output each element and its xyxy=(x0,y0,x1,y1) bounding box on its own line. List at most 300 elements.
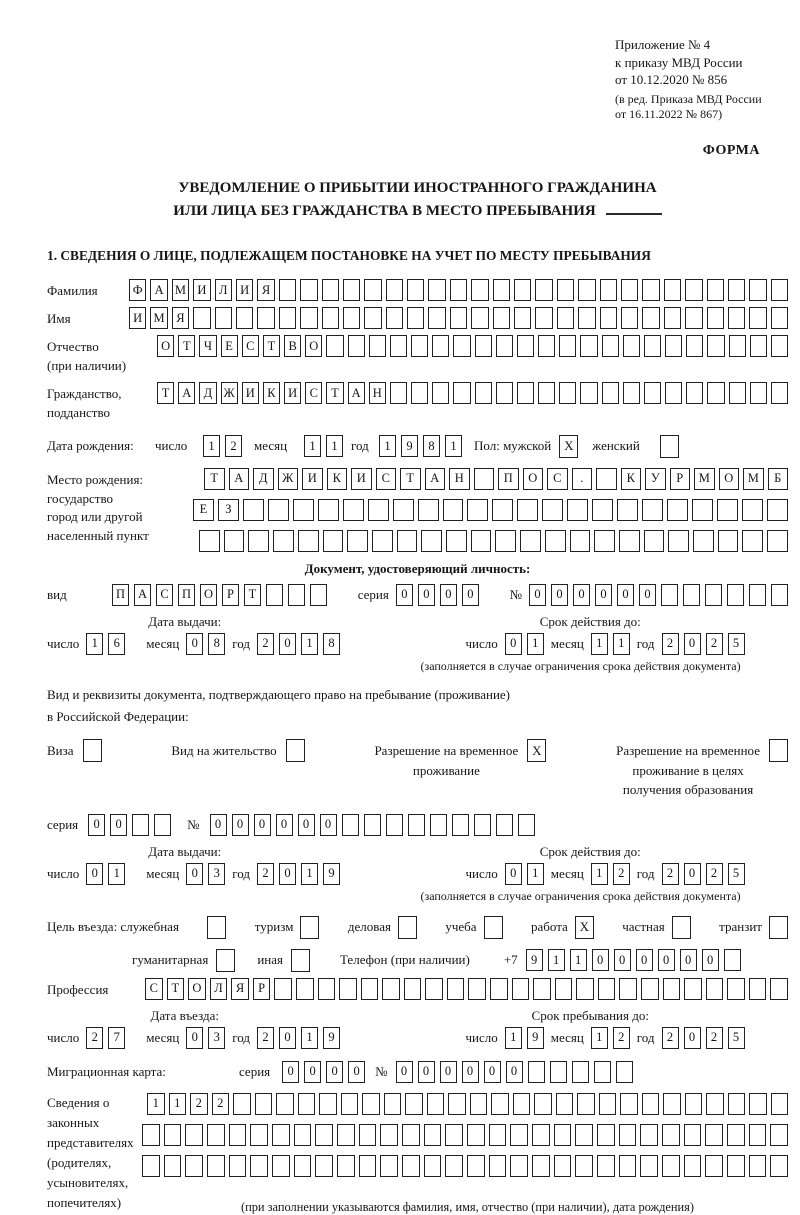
form-cell[interactable] xyxy=(294,1155,312,1177)
form-cell[interactable] xyxy=(255,1093,273,1115)
form-cell[interactable]: 0 xyxy=(348,1061,365,1083)
form-cell[interactable] xyxy=(471,307,488,329)
purpose-study-checkbox[interactable] xyxy=(484,916,503,939)
form-cell[interactable] xyxy=(229,1124,247,1146)
form-cell[interactable]: 0 xyxy=(254,814,271,836)
form-cell[interactable] xyxy=(619,530,640,552)
form-cell[interactable]: 8 xyxy=(323,633,340,655)
form-cell[interactable]: 0 xyxy=(279,1027,296,1049)
form-cell[interactable]: Д xyxy=(199,382,216,404)
form-cell[interactable] xyxy=(425,978,443,1000)
form-cell[interactable] xyxy=(729,382,746,404)
form-cell[interactable]: С xyxy=(145,978,163,1000)
form-cell[interactable] xyxy=(257,307,274,329)
form-cell[interactable] xyxy=(528,1061,545,1083)
form-cell[interactable]: О xyxy=(200,584,217,606)
form-cell[interactable]: 0 xyxy=(684,863,701,885)
form-cell[interactable]: 0 xyxy=(462,1061,479,1083)
form-cell[interactable] xyxy=(215,307,232,329)
form-cell[interactable]: Т xyxy=(204,468,225,490)
form-cell[interactable] xyxy=(616,1061,633,1083)
purpose-business-checkbox[interactable] xyxy=(398,916,417,939)
form-cell[interactable] xyxy=(233,1093,251,1115)
form-cell[interactable] xyxy=(424,1124,442,1146)
form-cell[interactable] xyxy=(142,1124,160,1146)
form-cell[interactable] xyxy=(578,279,595,301)
form-cell[interactable] xyxy=(359,1124,377,1146)
form-cell[interactable] xyxy=(339,978,357,1000)
form-cell[interactable]: 1 xyxy=(301,1027,318,1049)
form-cell[interactable] xyxy=(362,1093,380,1115)
form-cell[interactable] xyxy=(446,530,467,552)
form-cell[interactable] xyxy=(300,279,317,301)
form-cell[interactable]: У xyxy=(645,468,666,490)
form-cell[interactable] xyxy=(517,335,534,357)
form-cell[interactable]: 2 xyxy=(86,1027,103,1049)
form-cell[interactable] xyxy=(767,530,788,552)
form-cell[interactable] xyxy=(667,499,688,521)
form-cell[interactable]: 1 xyxy=(304,435,321,457)
form-cell[interactable] xyxy=(296,978,314,1000)
form-cell[interactable] xyxy=(663,978,681,1000)
form-cell[interactable] xyxy=(642,307,659,329)
form-cell[interactable]: 0 xyxy=(298,814,315,836)
form-cell[interactable] xyxy=(207,1124,225,1146)
form-cell[interactable] xyxy=(288,584,305,606)
form-cell[interactable] xyxy=(386,307,403,329)
residence-permit-checkbox[interactable] xyxy=(286,739,305,762)
form-cell[interactable] xyxy=(597,1124,615,1146)
form-cell[interactable]: И xyxy=(351,468,372,490)
form-cell[interactable] xyxy=(298,1093,316,1115)
form-cell[interactable] xyxy=(556,1093,574,1115)
form-cell[interactable]: 1 xyxy=(527,633,544,655)
form-cell[interactable]: 0 xyxy=(418,584,435,606)
form-cell[interactable] xyxy=(343,499,364,521)
form-cell[interactable]: 0 xyxy=(506,1061,523,1083)
form-cell[interactable]: П xyxy=(498,468,519,490)
form-cell[interactable]: П xyxy=(178,584,195,606)
form-cell[interactable] xyxy=(337,1124,355,1146)
form-cell[interactable] xyxy=(542,499,563,521)
form-cell[interactable] xyxy=(533,978,551,1000)
form-cell[interactable]: 1 xyxy=(301,633,318,655)
form-cell[interactable] xyxy=(640,1155,658,1177)
form-cell[interactable] xyxy=(315,1124,333,1146)
form-cell[interactable]: А xyxy=(178,382,195,404)
form-cell[interactable]: 3 xyxy=(208,863,225,885)
form-cell[interactable]: О xyxy=(305,335,322,357)
form-cell[interactable]: 1 xyxy=(527,863,544,885)
form-cell[interactable]: Ч xyxy=(199,335,216,357)
form-cell[interactable] xyxy=(727,1124,745,1146)
form-cell[interactable] xyxy=(359,1155,377,1177)
form-cell[interactable] xyxy=(728,279,745,301)
form-cell[interactable] xyxy=(665,335,682,357)
form-cell[interactable]: Б xyxy=(768,468,789,490)
form-cell[interactable]: А xyxy=(150,279,167,301)
form-cell[interactable] xyxy=(665,382,682,404)
form-cell[interactable] xyxy=(453,382,470,404)
form-cell[interactable] xyxy=(236,307,253,329)
form-cell[interactable] xyxy=(538,382,555,404)
form-cell[interactable]: 2 xyxy=(190,1093,208,1115)
form-cell[interactable] xyxy=(749,584,766,606)
form-cell[interactable] xyxy=(404,978,422,1000)
form-cell[interactable]: 9 xyxy=(401,435,418,457)
purpose-transit-checkbox[interactable] xyxy=(769,916,788,939)
form-cell[interactable] xyxy=(343,279,360,301)
form-cell[interactable]: К xyxy=(327,468,348,490)
form-cell[interactable] xyxy=(749,978,767,1000)
form-cell[interactable]: 1 xyxy=(591,633,608,655)
form-cell[interactable]: 6 xyxy=(108,633,125,655)
form-cell[interactable]: З xyxy=(218,499,239,521)
form-cell[interactable] xyxy=(318,499,339,521)
form-cell[interactable] xyxy=(594,1061,611,1083)
form-cell[interactable]: 0 xyxy=(440,1061,457,1083)
form-cell[interactable]: Я xyxy=(172,307,189,329)
form-cell[interactable] xyxy=(771,382,788,404)
form-cell[interactable]: Р xyxy=(670,468,691,490)
form-cell[interactable] xyxy=(550,1061,567,1083)
sex-male-checkbox[interactable]: X xyxy=(559,435,578,458)
form-cell[interactable]: 2 xyxy=(706,633,723,655)
form-cell[interactable]: О xyxy=(523,468,544,490)
form-cell[interactable]: 2 xyxy=(613,863,630,885)
form-cell[interactable] xyxy=(662,1155,680,1177)
form-cell[interactable]: Р xyxy=(222,584,239,606)
form-cell[interactable] xyxy=(554,1155,572,1177)
form-cell[interactable] xyxy=(749,1124,767,1146)
form-cell[interactable] xyxy=(347,530,368,552)
form-cell[interactable] xyxy=(411,382,428,404)
form-cell[interactable] xyxy=(224,530,245,552)
form-cell[interactable]: . xyxy=(572,468,593,490)
form-cell[interactable] xyxy=(427,1093,445,1115)
form-cell[interactable]: 0 xyxy=(680,949,697,971)
form-cell[interactable]: Т xyxy=(157,382,174,404)
form-cell[interactable] xyxy=(447,978,465,1000)
form-cell[interactable] xyxy=(448,1093,466,1115)
form-cell[interactable] xyxy=(749,279,766,301)
form-cell[interactable] xyxy=(668,530,689,552)
form-cell[interactable]: 1 xyxy=(169,1093,187,1115)
temp-residence-education-checkbox[interactable] xyxy=(769,739,788,762)
form-cell[interactable] xyxy=(750,382,767,404)
form-cell[interactable]: 0 xyxy=(110,814,127,836)
visa-checkbox[interactable] xyxy=(83,739,102,762)
form-cell[interactable]: И xyxy=(193,279,210,301)
form-cell[interactable] xyxy=(229,1155,247,1177)
form-cell[interactable] xyxy=(495,530,516,552)
form-cell[interactable] xyxy=(407,279,424,301)
form-cell[interactable] xyxy=(578,307,595,329)
form-cell[interactable]: П xyxy=(112,584,129,606)
form-cell[interactable]: А xyxy=(229,468,250,490)
form-cell[interactable] xyxy=(343,307,360,329)
form-cell[interactable]: Т xyxy=(326,382,343,404)
form-cell[interactable] xyxy=(705,1155,723,1177)
form-cell[interactable] xyxy=(250,1155,268,1177)
form-cell[interactable]: 9 xyxy=(527,1027,544,1049)
form-cell[interactable]: С xyxy=(305,382,322,404)
form-cell[interactable] xyxy=(467,499,488,521)
temp-residence-checkbox[interactable]: X xyxy=(527,739,546,762)
form-cell[interactable] xyxy=(661,584,678,606)
form-cell[interactable]: 9 xyxy=(323,863,340,885)
form-cell[interactable] xyxy=(555,978,573,1000)
form-cell[interactable] xyxy=(496,814,513,836)
form-cell[interactable] xyxy=(250,1124,268,1146)
form-cell[interactable] xyxy=(293,499,314,521)
form-cell[interactable] xyxy=(248,530,269,552)
form-cell[interactable] xyxy=(428,307,445,329)
form-cell[interactable] xyxy=(318,978,336,1000)
form-cell[interactable]: 1 xyxy=(505,1027,522,1049)
form-cell[interactable] xyxy=(470,1093,488,1115)
form-cell[interactable] xyxy=(535,279,552,301)
form-cell[interactable] xyxy=(510,1124,528,1146)
form-cell[interactable] xyxy=(718,530,739,552)
form-cell[interactable]: Е xyxy=(193,499,214,521)
form-cell[interactable]: 0 xyxy=(684,1027,701,1049)
form-cell[interactable] xyxy=(496,335,513,357)
form-cell[interactable]: 8 xyxy=(423,435,440,457)
form-cell[interactable] xyxy=(771,335,788,357)
form-cell[interactable] xyxy=(771,1093,789,1115)
form-cell[interactable]: Ж xyxy=(278,468,299,490)
form-cell[interactable] xyxy=(390,335,407,357)
form-cell[interactable]: 0 xyxy=(462,584,479,606)
form-cell[interactable]: О xyxy=(157,335,174,357)
form-cell[interactable] xyxy=(771,584,788,606)
form-cell[interactable] xyxy=(368,499,389,521)
form-cell[interactable] xyxy=(742,499,763,521)
form-cell[interactable] xyxy=(452,814,469,836)
form-cell[interactable] xyxy=(185,1124,203,1146)
form-cell[interactable] xyxy=(693,530,714,552)
form-cell[interactable]: 1 xyxy=(591,1027,608,1049)
form-cell[interactable] xyxy=(572,1061,589,1083)
form-cell[interactable] xyxy=(380,1124,398,1146)
form-cell[interactable]: Я xyxy=(257,279,274,301)
form-cell[interactable] xyxy=(493,307,510,329)
form-cell[interactable] xyxy=(489,1155,507,1177)
form-cell[interactable] xyxy=(621,307,638,329)
form-cell[interactable] xyxy=(474,814,491,836)
form-cell[interactable] xyxy=(408,814,425,836)
form-cell[interactable]: 1 xyxy=(548,949,565,971)
purpose-tourism-checkbox[interactable] xyxy=(300,916,319,939)
form-cell[interactable]: 0 xyxy=(614,949,631,971)
form-cell[interactable] xyxy=(164,1124,182,1146)
form-cell[interactable] xyxy=(193,307,210,329)
form-cell[interactable] xyxy=(326,335,343,357)
purpose-work-checkbox[interactable]: X xyxy=(575,916,594,939)
form-cell[interactable] xyxy=(279,279,296,301)
form-cell[interactable]: 0 xyxy=(326,1061,343,1083)
form-cell[interactable]: Н xyxy=(369,382,386,404)
form-cell[interactable]: 0 xyxy=(276,814,293,836)
form-cell[interactable] xyxy=(164,1155,182,1177)
form-cell[interactable]: М xyxy=(150,307,167,329)
form-cell[interactable] xyxy=(402,1124,420,1146)
form-cell[interactable] xyxy=(623,382,640,404)
form-cell[interactable] xyxy=(727,1155,745,1177)
form-cell[interactable] xyxy=(432,335,449,357)
form-cell[interactable]: С xyxy=(156,584,173,606)
form-cell[interactable] xyxy=(728,1093,746,1115)
form-cell[interactable] xyxy=(602,335,619,357)
form-cell[interactable]: 5 xyxy=(728,633,745,655)
form-cell[interactable]: О xyxy=(719,468,740,490)
form-cell[interactable]: 2 xyxy=(257,863,274,885)
form-cell[interactable] xyxy=(619,978,637,1000)
form-cell[interactable] xyxy=(475,335,492,357)
form-cell[interactable]: 9 xyxy=(526,949,543,971)
form-cell[interactable] xyxy=(559,382,576,404)
form-cell[interactable] xyxy=(532,1155,550,1177)
form-cell[interactable] xyxy=(686,335,703,357)
form-cell[interactable] xyxy=(510,1155,528,1177)
form-cell[interactable] xyxy=(199,530,220,552)
form-cell[interactable]: Т xyxy=(400,468,421,490)
form-cell[interactable]: 0 xyxy=(210,814,227,836)
form-cell[interactable] xyxy=(619,1124,637,1146)
form-cell[interactable] xyxy=(685,1093,703,1115)
form-cell[interactable] xyxy=(294,1124,312,1146)
form-cell[interactable]: 0 xyxy=(684,633,701,655)
form-cell[interactable] xyxy=(683,584,700,606)
form-cell[interactable] xyxy=(323,530,344,552)
form-cell[interactable]: 5 xyxy=(728,1027,745,1049)
form-cell[interactable] xyxy=(749,1093,767,1115)
form-cell[interactable] xyxy=(594,530,615,552)
form-cell[interactable] xyxy=(348,335,365,357)
form-cell[interactable] xyxy=(575,1155,593,1177)
form-cell[interactable] xyxy=(467,1124,485,1146)
form-cell[interactable] xyxy=(380,1155,398,1177)
form-cell[interactable] xyxy=(402,1155,420,1177)
form-cell[interactable] xyxy=(749,307,766,329)
form-cell[interactable] xyxy=(575,1124,593,1146)
form-cell[interactable] xyxy=(662,1124,680,1146)
form-cell[interactable]: 2 xyxy=(257,633,274,655)
form-cell[interactable]: 0 xyxy=(86,863,103,885)
form-cell[interactable] xyxy=(474,468,495,490)
form-cell[interactable]: О xyxy=(188,978,206,1000)
form-cell[interactable]: 2 xyxy=(225,435,242,457)
form-cell[interactable] xyxy=(274,978,292,1000)
form-cell[interactable]: С xyxy=(242,335,259,357)
purpose-official-checkbox[interactable] xyxy=(207,916,226,939)
form-cell[interactable] xyxy=(664,307,681,329)
form-cell[interactable] xyxy=(599,1093,617,1115)
form-cell[interactable]: 0 xyxy=(320,814,337,836)
form-cell[interactable]: 0 xyxy=(440,584,457,606)
form-cell[interactable] xyxy=(372,530,393,552)
form-cell[interactable] xyxy=(642,499,663,521)
form-cell[interactable] xyxy=(692,499,713,521)
form-cell[interactable] xyxy=(684,978,702,1000)
form-cell[interactable] xyxy=(707,335,724,357)
form-cell[interactable] xyxy=(642,1093,660,1115)
form-cell[interactable] xyxy=(514,307,531,329)
form-cell[interactable] xyxy=(684,1124,702,1146)
form-cell[interactable]: 0 xyxy=(279,863,296,885)
form-cell[interactable]: 0 xyxy=(186,633,203,655)
form-cell[interactable]: 2 xyxy=(613,1027,630,1049)
form-cell[interactable] xyxy=(407,307,424,329)
form-cell[interactable] xyxy=(750,335,767,357)
form-cell[interactable] xyxy=(185,1155,203,1177)
form-cell[interactable] xyxy=(518,814,535,836)
form-cell[interactable]: В xyxy=(284,335,301,357)
form-cell[interactable]: Е xyxy=(221,335,238,357)
form-cell[interactable] xyxy=(475,382,492,404)
form-cell[interactable]: 2 xyxy=(662,1027,679,1049)
form-cell[interactable] xyxy=(471,279,488,301)
form-cell[interactable] xyxy=(384,1093,402,1115)
form-cell[interactable] xyxy=(559,335,576,357)
form-cell[interactable]: 0 xyxy=(702,949,719,971)
form-cell[interactable] xyxy=(273,530,294,552)
form-cell[interactable] xyxy=(445,1155,463,1177)
form-cell[interactable] xyxy=(724,949,741,971)
form-cell[interactable] xyxy=(319,1093,337,1115)
form-cell[interactable]: С xyxy=(376,468,397,490)
form-cell[interactable]: 0 xyxy=(505,633,522,655)
form-cell[interactable]: И xyxy=(302,468,323,490)
form-cell[interactable]: 1 xyxy=(613,633,630,655)
form-cell[interactable] xyxy=(266,584,283,606)
form-cell[interactable] xyxy=(298,530,319,552)
form-cell[interactable]: И xyxy=(129,307,146,329)
form-cell[interactable]: 1 xyxy=(445,435,462,457)
form-cell[interactable]: 0 xyxy=(484,1061,501,1083)
form-cell[interactable] xyxy=(620,1093,638,1115)
form-cell[interactable]: 2 xyxy=(706,863,723,885)
form-cell[interactable] xyxy=(557,307,574,329)
form-cell[interactable]: И xyxy=(284,382,301,404)
form-cell[interactable]: 1 xyxy=(203,435,220,457)
form-cell[interactable] xyxy=(617,499,638,521)
form-cell[interactable] xyxy=(386,279,403,301)
form-cell[interactable]: А xyxy=(425,468,446,490)
form-cell[interactable] xyxy=(390,382,407,404)
purpose-private-checkbox[interactable] xyxy=(672,916,691,939)
form-cell[interactable] xyxy=(706,978,724,1000)
form-cell[interactable] xyxy=(453,335,470,357)
form-cell[interactable] xyxy=(279,307,296,329)
form-cell[interactable]: 0 xyxy=(592,949,609,971)
form-cell[interactable] xyxy=(310,584,327,606)
form-cell[interactable] xyxy=(341,1093,359,1115)
form-cell[interactable]: 0 xyxy=(88,814,105,836)
form-cell[interactable] xyxy=(342,814,359,836)
form-cell[interactable] xyxy=(644,382,661,404)
form-cell[interactable] xyxy=(592,499,613,521)
form-cell[interactable] xyxy=(421,530,442,552)
form-cell[interactable]: 0 xyxy=(418,1061,435,1083)
form-cell[interactable] xyxy=(364,307,381,329)
form-cell[interactable] xyxy=(300,307,317,329)
form-cell[interactable] xyxy=(142,1155,160,1177)
form-cell[interactable]: Я xyxy=(231,978,249,1000)
form-cell[interactable] xyxy=(514,279,531,301)
form-cell[interactable] xyxy=(705,1124,723,1146)
